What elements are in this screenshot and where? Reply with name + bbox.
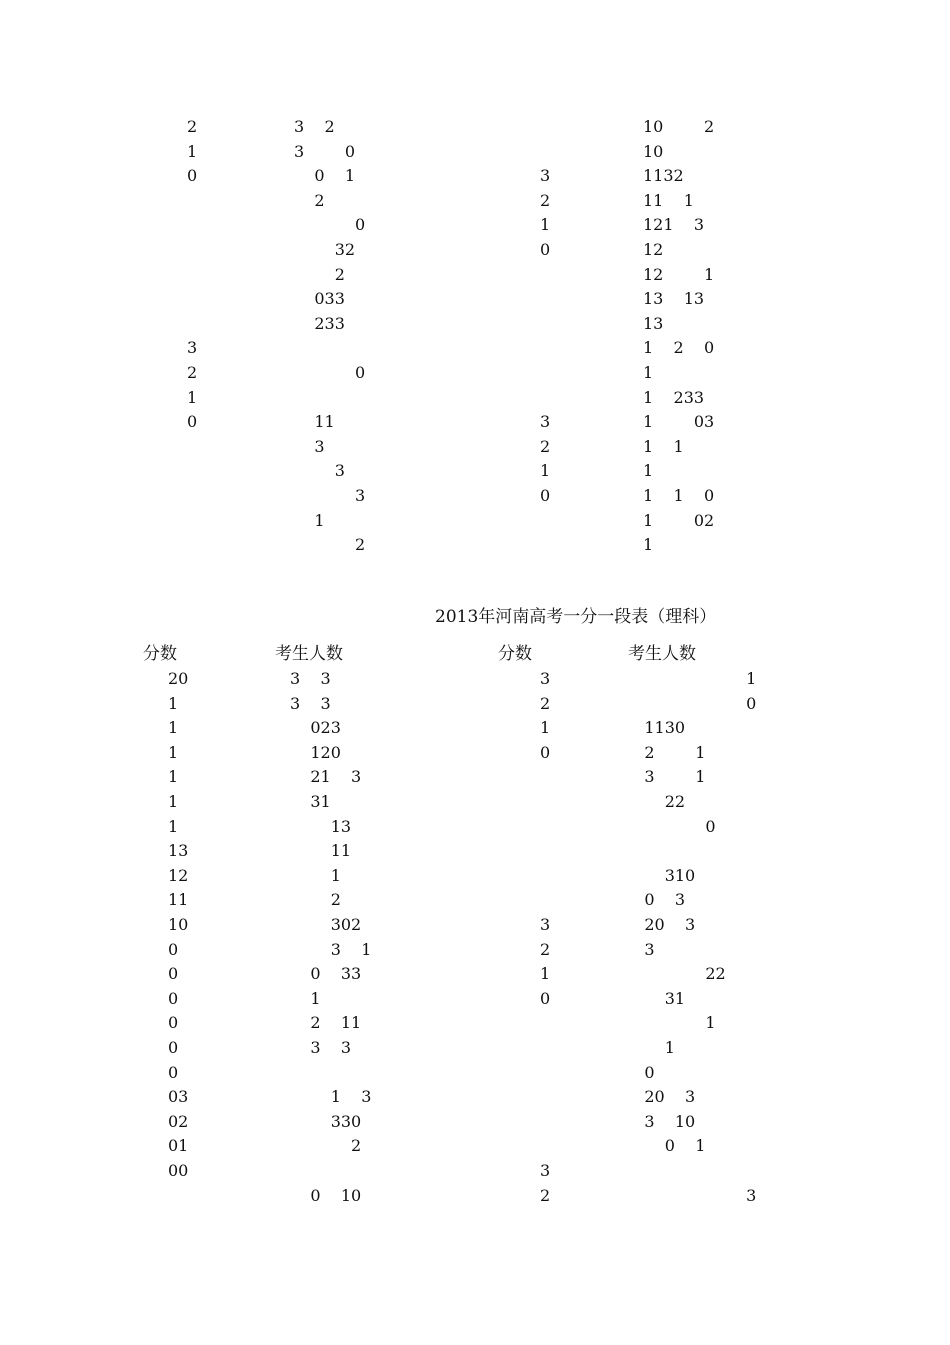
table-title: 2013年河南高考一分一段表（理科） (435, 607, 717, 627)
count-cell: 3 (624, 1185, 757, 1205)
count-cell: 13 13 (643, 289, 705, 309)
score-cell: 2 (187, 117, 198, 136)
count-cell: 121 3 (643, 215, 705, 235)
count-cell: 0 (294, 215, 366, 235)
count-cell: 3 (294, 436, 325, 456)
count-cell: 20 3 (624, 915, 696, 934)
score-cell: 1 (187, 387, 198, 407)
count-cell: 1 1 (643, 436, 684, 456)
count-cell: 1 2 0 (643, 338, 715, 358)
count-cell: 2 (294, 264, 345, 284)
count-cell: 3 2 (294, 117, 335, 136)
count-cell: 20 3 (624, 1087, 696, 1107)
score-cell: 0 (187, 166, 198, 186)
score-cell: 3 (540, 669, 551, 688)
count-cell: 2 1 (624, 742, 706, 762)
count-cell: 2 (290, 1136, 362, 1156)
count-cell: 1 (643, 363, 654, 382)
score-cell: 1 (540, 215, 551, 235)
count-cell: 2 (290, 890, 341, 910)
count-cell: 3 1 (624, 767, 706, 787)
count-cell: 3 (624, 939, 655, 959)
count-cell: 13 (643, 313, 664, 333)
count-cell: 3 3 (290, 1038, 352, 1057)
count-cell: 1 (624, 1013, 716, 1033)
score-cell: 0 (168, 1013, 179, 1033)
count-cell: 12 1 (643, 264, 715, 284)
count-cell: 3 0 (294, 141, 356, 161)
score-cell: 0 (540, 486, 551, 505)
score-cell: 10 (168, 915, 189, 934)
count-cell: 0 (624, 816, 716, 836)
count-cell: 0 (294, 363, 366, 382)
header-right-count: 考生人数 (628, 644, 696, 664)
count-cell: 1 (294, 510, 325, 530)
score-cell: 1 (540, 964, 551, 984)
score-cell: 3 (540, 412, 551, 432)
score-cell: 3 (540, 166, 551, 186)
count-cell: 11 (294, 412, 335, 432)
count-cell: 1 (290, 865, 341, 885)
score-cell: 03 (168, 1087, 189, 1107)
score-cell: 13 (168, 841, 189, 861)
count-cell: 3 3 (290, 669, 331, 688)
score-cell: 0 (540, 742, 551, 762)
count-cell: 0 1 (294, 166, 356, 186)
count-cell: 11 (290, 841, 352, 861)
score-cell: 01 (168, 1136, 189, 1156)
count-cell: 1 3 (290, 1087, 372, 1107)
score-cell: 0 (168, 964, 179, 984)
count-cell: 302 (290, 915, 362, 934)
count-cell: 2 (294, 190, 325, 210)
count-cell: 0 1 (624, 1136, 706, 1156)
count-cell: 11 1 (643, 190, 694, 210)
count-cell: 10 (643, 141, 664, 161)
score-cell: 1 (540, 461, 551, 481)
count-cell: 31 (624, 988, 686, 1008)
score-cell: 3 (187, 338, 198, 358)
score-cell: 1 (168, 742, 179, 762)
score-cell: 1 (168, 693, 179, 713)
count-cell: 0 3 (624, 890, 686, 910)
score-cell: 1 (168, 792, 179, 811)
score-cell: 0 (540, 988, 551, 1008)
count-cell: 1 (624, 669, 757, 688)
count-cell: 023 (290, 718, 341, 738)
header-left-count: 考生人数 (275, 644, 343, 664)
count-cell: 1130 (624, 718, 686, 738)
count-cell: 330 (290, 1111, 362, 1131)
count-cell: 1 (643, 461, 654, 481)
score-cell: 0 (168, 939, 179, 959)
count-cell: 0 (624, 1062, 655, 1082)
score-cell: 2 (540, 693, 551, 713)
score-cell: 2 (187, 363, 198, 382)
score-cell: 1 (168, 816, 179, 836)
count-cell: 3 (294, 486, 366, 505)
score-cell: 1 (187, 141, 198, 161)
count-cell: 2 (294, 535, 366, 555)
count-cell: 033 (294, 289, 345, 309)
count-cell: 31 (290, 792, 331, 811)
count-cell: 22 (624, 964, 726, 984)
score-cell: 3 (540, 915, 551, 934)
score-cell: 0 (168, 1038, 179, 1057)
score-cell: 12 (168, 865, 189, 885)
count-cell: 13 (290, 816, 352, 836)
count-cell: 1 03 (643, 412, 715, 432)
score-cell: 3 (540, 1161, 551, 1180)
count-cell: 120 (290, 742, 341, 762)
score-cell: 2 (540, 190, 551, 210)
count-cell: 0 33 (290, 964, 362, 984)
count-cell: 21 3 (290, 767, 362, 787)
score-cell: 1 (540, 718, 551, 738)
score-cell: 1 (168, 767, 179, 787)
score-cell: 20 (168, 669, 189, 688)
count-cell: 22 (624, 792, 686, 811)
count-cell: 1 (290, 988, 321, 1008)
score-cell: 0 (540, 240, 551, 259)
score-cell: 2 (540, 939, 551, 959)
count-cell: 0 (624, 693, 757, 713)
score-cell: 11 (168, 890, 189, 910)
score-cell: 0 (187, 412, 198, 432)
count-cell: 1132 (643, 166, 684, 186)
score-cell: 0 (168, 1062, 179, 1082)
count-cell: 3 1 (290, 939, 372, 959)
count-cell: 1 (643, 535, 654, 555)
score-cell: 1 (168, 718, 179, 738)
count-cell: 32 (294, 240, 356, 259)
score-cell: 2 (540, 436, 551, 456)
count-cell: 1 (624, 1038, 675, 1057)
count-cell: 0 10 (290, 1185, 362, 1205)
score-cell: 2 (540, 1185, 551, 1205)
header-left-score: 分数 (143, 644, 177, 664)
count-cell: 3 (294, 461, 345, 481)
count-cell: 1 233 (643, 387, 705, 407)
header-right-score: 分数 (498, 644, 532, 664)
count-cell: 1 02 (643, 510, 715, 530)
count-cell: 233 (294, 313, 345, 333)
score-cell: 0 (168, 988, 179, 1008)
count-cell: 1 1 0 (643, 486, 715, 505)
count-cell: 3 3 (290, 693, 331, 713)
count-cell: 10 2 (643, 117, 715, 136)
count-cell: 310 (624, 865, 696, 885)
count-cell: 3 10 (624, 1111, 696, 1131)
count-cell: 12 (643, 240, 664, 259)
score-cell: 00 (168, 1161, 189, 1180)
count-cell: 2 11 (290, 1013, 362, 1033)
score-cell: 02 (168, 1111, 189, 1131)
